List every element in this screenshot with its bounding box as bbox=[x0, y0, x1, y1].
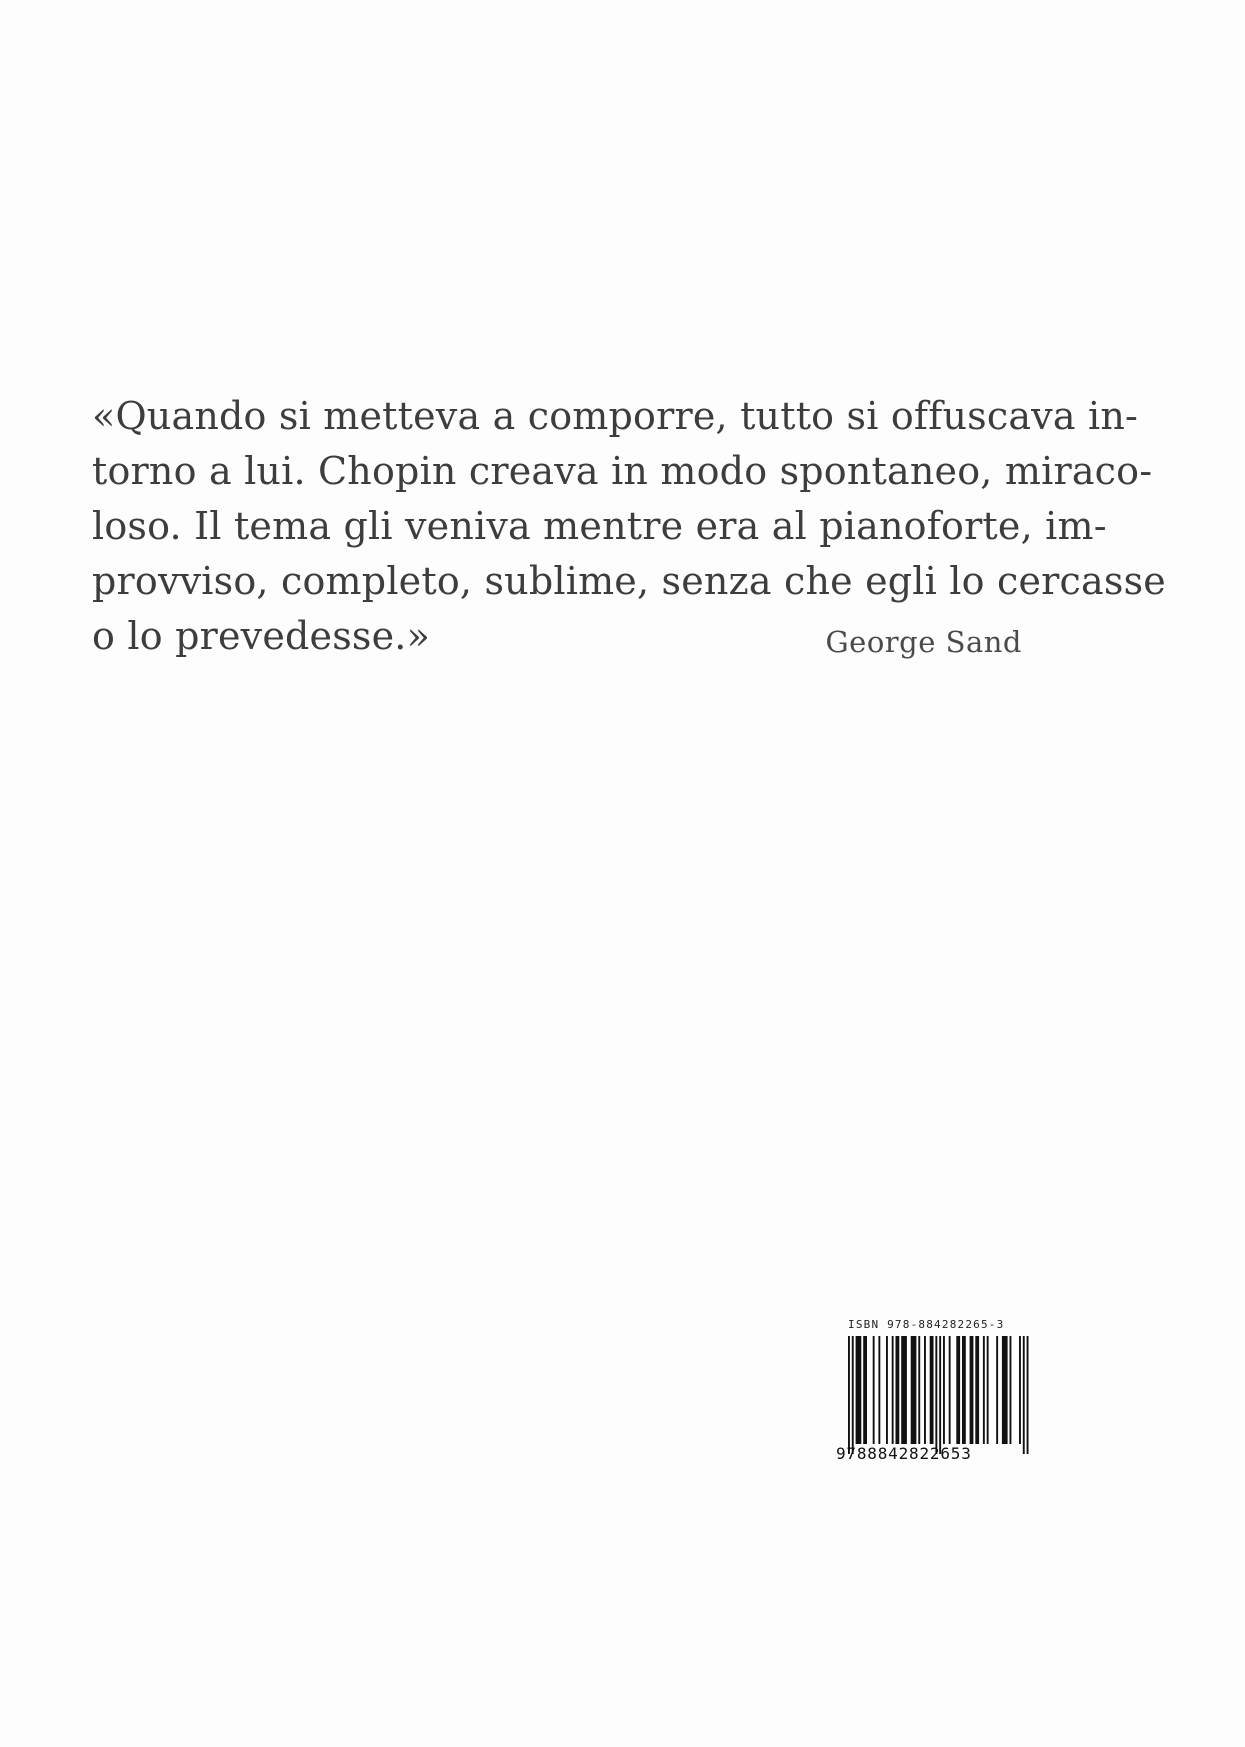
barcode-bar bbox=[873, 1336, 875, 1444]
quote-attribution: George Sand bbox=[825, 625, 1022, 659]
barcode-guard-bar bbox=[1027, 1336, 1029, 1454]
quote-line-3: loso. Il tema gli veniva mentre era al pianoforte, im- bbox=[92, 504, 1107, 548]
barcode-bar bbox=[949, 1336, 951, 1444]
barcode-bar bbox=[983, 1336, 985, 1444]
barcode-bar bbox=[1002, 1336, 1008, 1444]
barcode-guard-bar bbox=[848, 1336, 850, 1454]
barcode-guard-bar bbox=[939, 1336, 941, 1454]
barcode-bar bbox=[962, 1336, 966, 1444]
barcode-bar bbox=[975, 1336, 979, 1444]
barcode-bar bbox=[918, 1336, 920, 1444]
barcode-bar bbox=[886, 1336, 888, 1444]
barcode-bar bbox=[901, 1336, 907, 1444]
barcode-bar bbox=[930, 1336, 934, 1444]
barcode-bar bbox=[856, 1336, 862, 1444]
barcode-guard-bar bbox=[1023, 1336, 1025, 1454]
quote-line-2: torno a lui. Chopin creava in modo spontaneo, miraco- bbox=[92, 449, 1153, 493]
barcode-bar bbox=[896, 1336, 900, 1444]
isbn-label: ISBN 978-884282265-3 bbox=[848, 1318, 1005, 1331]
barcode-bar bbox=[911, 1336, 917, 1444]
barcode-bar bbox=[987, 1336, 989, 1444]
barcode-guard-bar bbox=[852, 1336, 854, 1454]
barcode-guard-bar bbox=[935, 1336, 937, 1454]
barcode-bar bbox=[863, 1336, 867, 1444]
barcode-bar bbox=[924, 1336, 926, 1444]
barcode-bar bbox=[970, 1336, 974, 1444]
barcode-bar bbox=[996, 1336, 998, 1444]
barcode-bar bbox=[956, 1336, 960, 1444]
barcode-bar bbox=[892, 1336, 894, 1444]
barcode-bar bbox=[943, 1336, 945, 1444]
quote-line-5: o lo prevedesse.» bbox=[92, 614, 431, 658]
barcode-bar bbox=[1019, 1336, 1021, 1444]
quote-line-4: provviso, completo, sublime, senza che egli lo cercasse bbox=[92, 559, 1166, 603]
barcode-digits: 9788842822653 bbox=[836, 1444, 972, 1463]
barcode-bar bbox=[1010, 1336, 1012, 1444]
barcode-bar bbox=[878, 1336, 880, 1444]
isbn-barcode bbox=[836, 1318, 1032, 1468]
quote-line-1: «Quando si metteva a comporre, tutto si offuscava in- bbox=[92, 394, 1139, 438]
